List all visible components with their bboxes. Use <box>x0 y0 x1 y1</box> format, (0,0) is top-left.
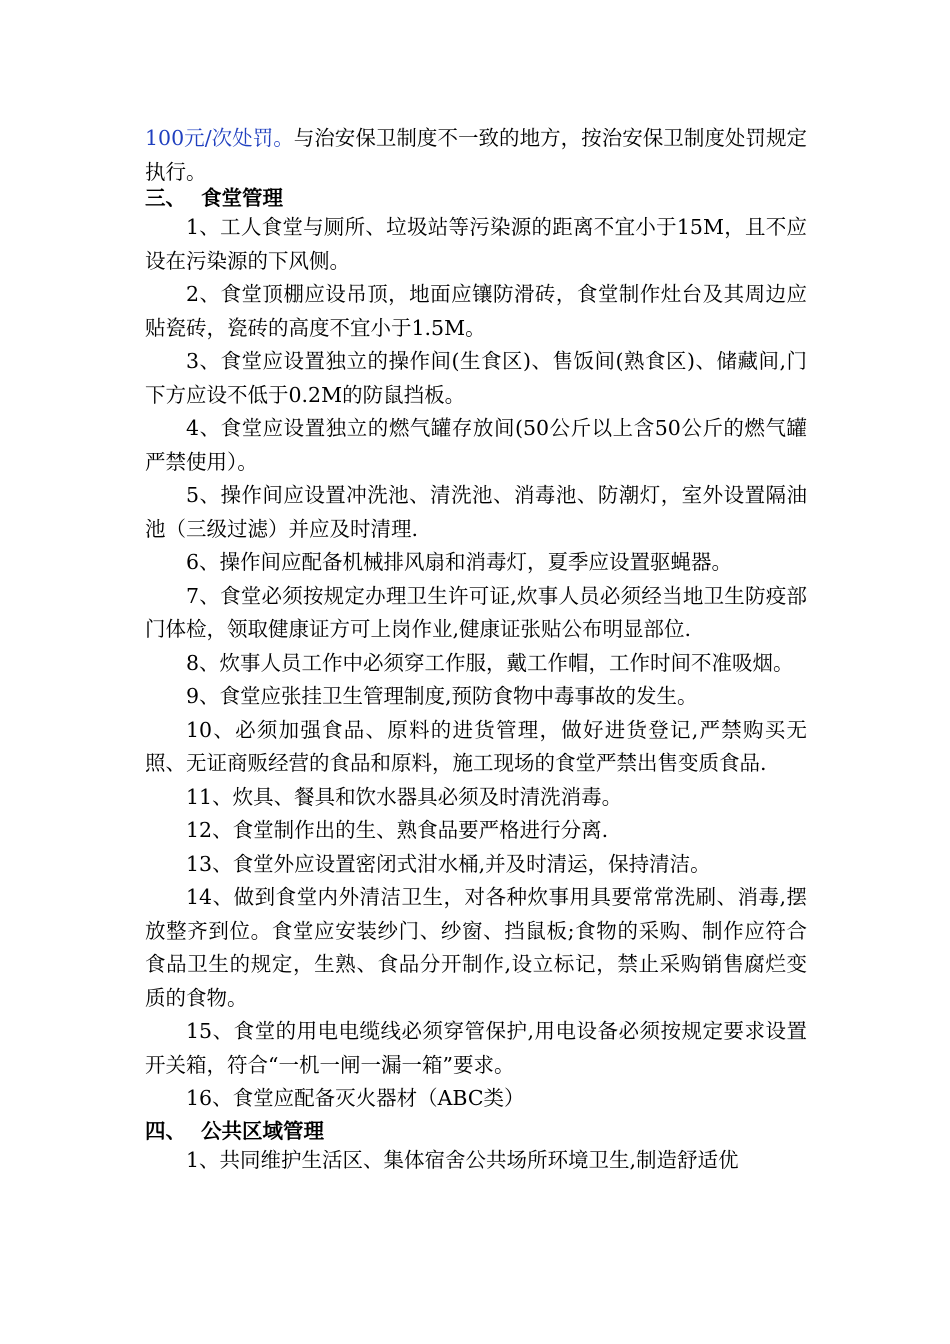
s3-item-10: 10、必须加强食品、原料的进货管理，做好进货登记,严禁购买无照、无证商贩经营的食品和原料，施工现场的食堂严禁出售变质食品. <box>145 717 807 775</box>
s3-item-7: 7、食堂必须按规定办理卫生许可证,炊事人员必须经当地卫生防疫部门体检，领取健康证方可上岗作业,健康证张贴公布明显部位. <box>145 583 807 641</box>
document-page <box>145 122 807 1177</box>
s3-item-4: 4、食堂应设置独立的燃气罐存放间(50公斤以上含50公斤的燃气罐严禁使用）。 <box>145 416 807 474</box>
s3-item-14: 14、做到食堂内外清洁卫生，对各种炊事用具要常常洗刷、消毒,摆放整齐到位。食堂应安装纱门、纱窗、挡鼠板;食物的采购、制作应符合食品卫生的规定，生熟、食品分开制作,设立标记，禁止采购销售腐烂变质的食物。 <box>145 885 807 1010</box>
section-3-title: 食堂管理 <box>201 186 283 210</box>
penalty-amount: 100元/次处罚。 <box>145 126 294 150</box>
s3-item-12: 12、食堂制作出的生、熟食品要严格进行分离. <box>186 818 609 842</box>
s3-item-16: 16、食堂应配备灭火器材（ABC类） <box>186 1086 525 1110</box>
s3-item-15: 15、食堂的用电电缆线必须穿管保护,用电设备必须按规定要求设置开关箱，符合“一机一闸一漏一箱”要求。 <box>145 1019 807 1077</box>
section-4-number: 四、 <box>145 1118 186 1143</box>
section-4-heading <box>145 1118 807 1144</box>
s3-item-1: 1、工人食堂与厕所、垃圾站等污染源的距离不宜小于15M，且不应设在污染源的下风侧。 <box>145 215 807 273</box>
s3-item-8: 8、炊事人员工作中必须穿工作服，戴工作帽，工作时间不准吸烟。 <box>186 650 794 675</box>
section-3-number: 三、 <box>145 186 186 210</box>
s3-item-11: 11、炊具、餐具和饮水器具必须及时清洗消毒。 <box>186 784 623 809</box>
s3-item-6: 6、操作间应配备机械排风扇和消毒灯，夏季应设置驱蝇器。 <box>186 550 733 574</box>
section-3-heading <box>145 185 807 211</box>
s3-item-13: 13、食堂外应设置密闭式泔水桶,并及时清运，保持清洁。 <box>186 851 711 876</box>
intro-paragraph <box>145 122 807 189</box>
s3-item-2: 2、食堂顶棚应设吊顶，地面应镶防滑砖，食堂制作灶台及其周边应贴瓷砖，瓷砖的高度不宜小于1.5M。 <box>145 282 807 340</box>
s3-item-3: 3、食堂应设置独立的操作间(生食区)、售饭间(熟食区)、储藏间,门下方应设不低于0.2M的防鼠挡板。 <box>145 349 807 407</box>
s3-item-9: 9、食堂应张挂卫生管理制度,预防食物中毒事故的发生。 <box>186 684 698 708</box>
intro-text: 与治安保卫制度不一致的地方，按治安保卫制度处罚规定执行。 <box>145 126 807 184</box>
s4-item-1: 1、共同维护生活区、集体宿舍公共场所环境卫生,制造舒适优 <box>186 1147 739 1172</box>
section-4-title: 公共区域管理 <box>201 1118 324 1143</box>
s3-item-5: 5、操作间应设置冲洗池、清洗池、消毒池、防潮灯，室外设置隔油池（三级过滤）并应及时清理. <box>145 483 807 541</box>
